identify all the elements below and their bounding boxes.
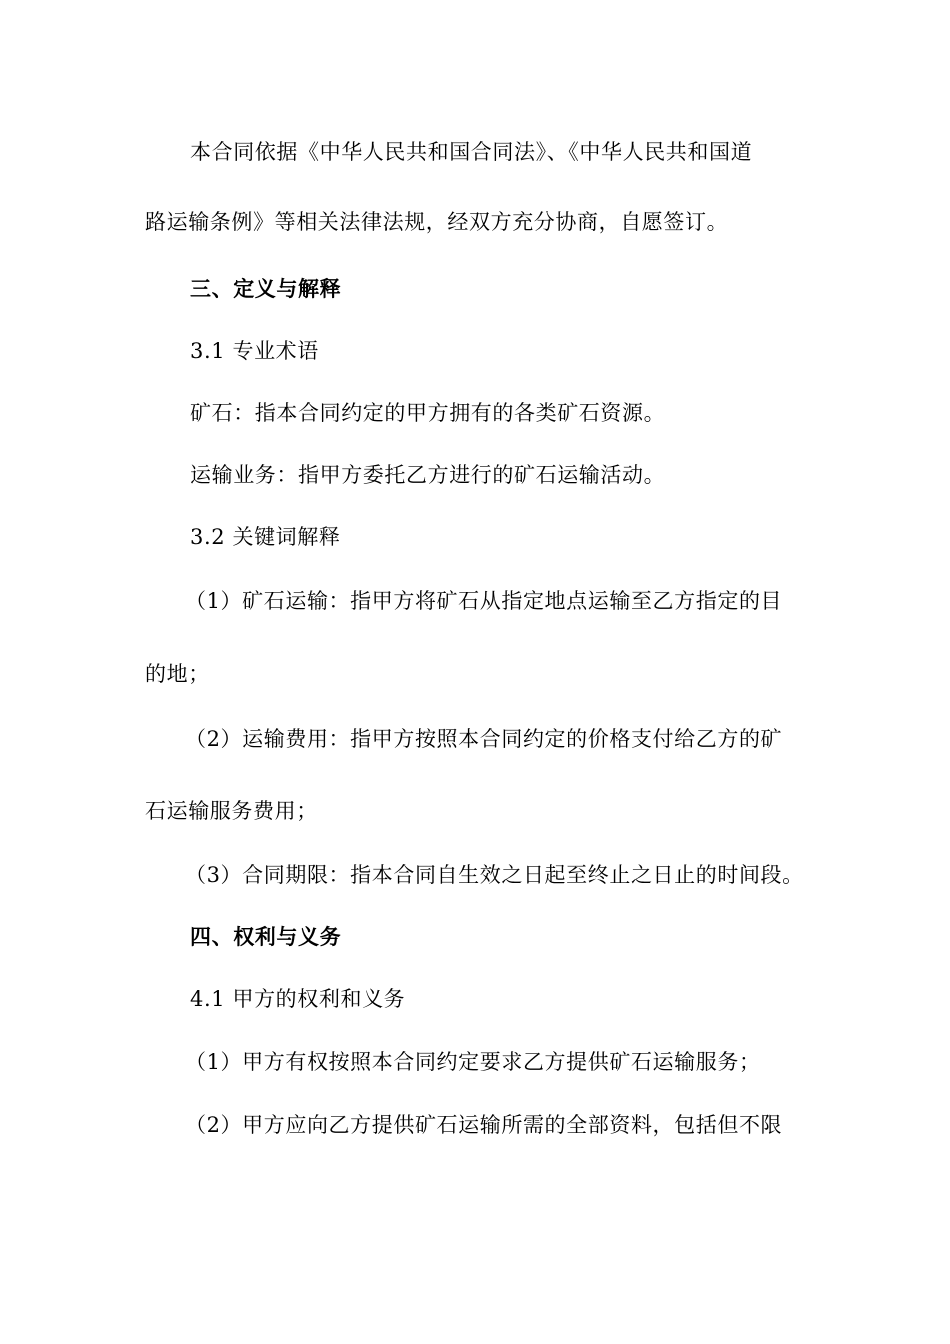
- section-heading-4: 四、权利与义务: [190, 924, 342, 949]
- list-item-line: 石运输服务费用；: [145, 799, 318, 823]
- list-item-line: （2）运输费用：指甲方按照本合同约定的价格支付给乙方的矿: [185, 727, 783, 751]
- list-item-line: （1）矿石运输：指甲方将矿石从指定地点运输至乙方指定的目: [185, 589, 783, 613]
- paragraph-line: 路运输条例》等相关法律法规，经双方充分协商，自愿签订。: [145, 210, 729, 234]
- section-heading-3: 三、定义与解释: [190, 276, 342, 301]
- paragraph-line: 本合同依据《中华人民共和国合同法》、《中华人民共和国道: [190, 140, 753, 164]
- subsection-heading-3-1: 3.1 专业术语: [190, 339, 319, 363]
- subsection-heading-4-1: 4.1 甲方的权利和义务: [190, 987, 406, 1011]
- list-item-line: 的地；: [145, 662, 210, 686]
- definition-line: 矿石：指本合同约定的甲方拥有的各类矿石资源。: [190, 401, 666, 425]
- list-item-line: （3）合同期限：指本合同自生效之日起至终止之日止的时间段。: [185, 863, 804, 887]
- subsection-heading-3-2: 3.2 关键词解释: [190, 525, 341, 549]
- list-item-line: （1）甲方有权按照本合同约定要求乙方提供矿石运输服务；: [185, 1050, 761, 1074]
- list-item-line: （2）甲方应向乙方提供矿石运输所需的全部资料，包括但不限: [185, 1113, 783, 1137]
- definition-line: 运输业务：指甲方委托乙方进行的矿石运输活动。: [190, 463, 666, 487]
